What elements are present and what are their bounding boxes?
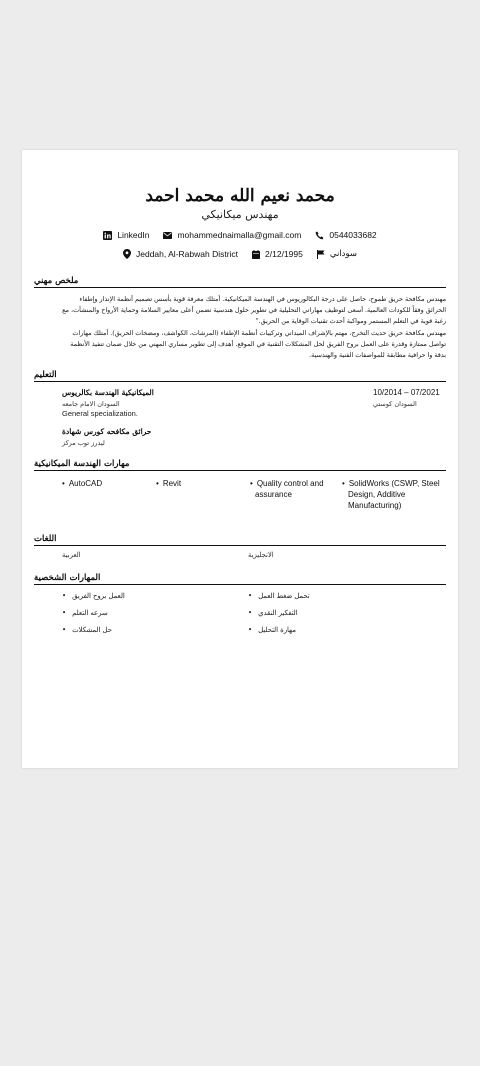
section-summary-heading: ملخص مهني: [34, 276, 446, 288]
education-degree: الميكانيكية الهندسة بكالريوس: [62, 388, 154, 397]
summary-paragraph-2: مهندس مكافحة حريق حديث التخرج، مهتم بالإشراف الميداني وتركيبات أنظمة الإطفاء (المرشات، الكواشف، ومضخات الحريق). أمتلك مهارات تواصل ممتازة وقدرة على العمل بروح الفريق لحل المشكلات التقنية في الموقع. أهدف إلى تطوير مساري المهني من خلال ضمان تنفيذ الأنظمة بدقة وا حرافية مطابقة للمواصفات الفنية والهندسية.: [70, 328, 446, 360]
nationality-label: سوداني: [329, 249, 357, 259]
summary-text: [62, 294, 446, 361]
location-label: Jeddah, Al-Rabwah District: [136, 249, 239, 259]
envelope-icon: [163, 232, 172, 239]
contact-row-2: [22, 249, 458, 259]
language-item: الانجليزية: [248, 551, 274, 559]
calendar-icon: [252, 250, 260, 259]
linkedin-icon: [103, 231, 112, 240]
section-mech-skills-heading: مهارات الهندسة الميكانيكية: [34, 459, 446, 471]
section-soft-skills-heading: المهارات الشخصية: [34, 573, 446, 585]
certificate-org: ليدرز توب مركز: [62, 439, 105, 447]
certificate-title: حرائق مكافحه كورس شهادة: [62, 427, 152, 436]
nationality-item: [317, 249, 357, 259]
mech-skill-item: • Revit: [156, 479, 182, 488]
section-languages-heading: اللغات: [34, 534, 446, 546]
soft-skill-item: • حل المشكلات: [62, 626, 112, 634]
candidate-role: مهندس ميكانيكي: [201, 208, 279, 221]
resume-page: [22, 150, 458, 768]
mech-skill-item: • AutoCAD: [62, 479, 103, 488]
location-item: [123, 249, 238, 259]
birthdate-item: [252, 249, 303, 259]
education-place: السودان كوستي: [373, 400, 417, 408]
soft-skill-item: • التفكير النقدي: [248, 609, 298, 617]
soft-skill-item: • العمل بروح الفريق: [62, 592, 125, 600]
email-label: mohammednaimalla@gmail.com: [177, 230, 302, 240]
linkedin-label: LinkedIn: [117, 230, 150, 240]
candidate-name: محمد نعيم الله محمد احمد: [145, 186, 335, 206]
education-specialization: General specialization.: [62, 409, 138, 418]
phone-icon: [315, 231, 324, 240]
email-link[interactable]: [163, 230, 301, 240]
education-university: السودان الامام جامعه: [62, 400, 120, 408]
phone-link[interactable]: [315, 230, 376, 240]
contact-row-1: [22, 230, 458, 240]
flag-icon: [317, 250, 325, 259]
soft-skill-item: • سرعه التعلم: [62, 609, 108, 617]
location-pin-icon: [123, 249, 131, 259]
phone-label: 0544033682: [329, 230, 377, 240]
linkedin-link[interactable]: [103, 230, 149, 240]
section-education-heading: التعليم: [34, 370, 446, 382]
mech-skill-item: • SolidWorks (CSWP, Steel Design, Additive Manufacturing): [342, 479, 440, 510]
language-item: العربية: [62, 551, 81, 559]
education-date: 10/2014 – 07/2021: [373, 388, 440, 397]
summary-paragraph-1: مهندس مكافحة حريق طموح، حاصل على درجة البكالوريوس في الهندسة الميكانيكية. أمتلك معرفة قوية بأسس تصميم أنظمة الإنذار وإطفاء الحرائق وفقاً للكودات العالمية. أسعى لتوظيف مهاراتي التحليلية في تطوير حلول هندسية تضمن أعلى معايير السلامة وحماية الأرواح والمنشآت، مع رغبة قوية في التعلم المستمر ومواكبة أحدث تقنيات الوقاية من الحريق.": [62, 295, 446, 326]
mech-skill-item: • Quality control and assurance: [250, 479, 324, 499]
soft-skill-item: • تحمل ضغط العمل: [248, 592, 310, 600]
birthdate-label: 2/12/1995: [265, 249, 303, 259]
soft-skill-item: • مهارة التحليل: [248, 626, 296, 634]
